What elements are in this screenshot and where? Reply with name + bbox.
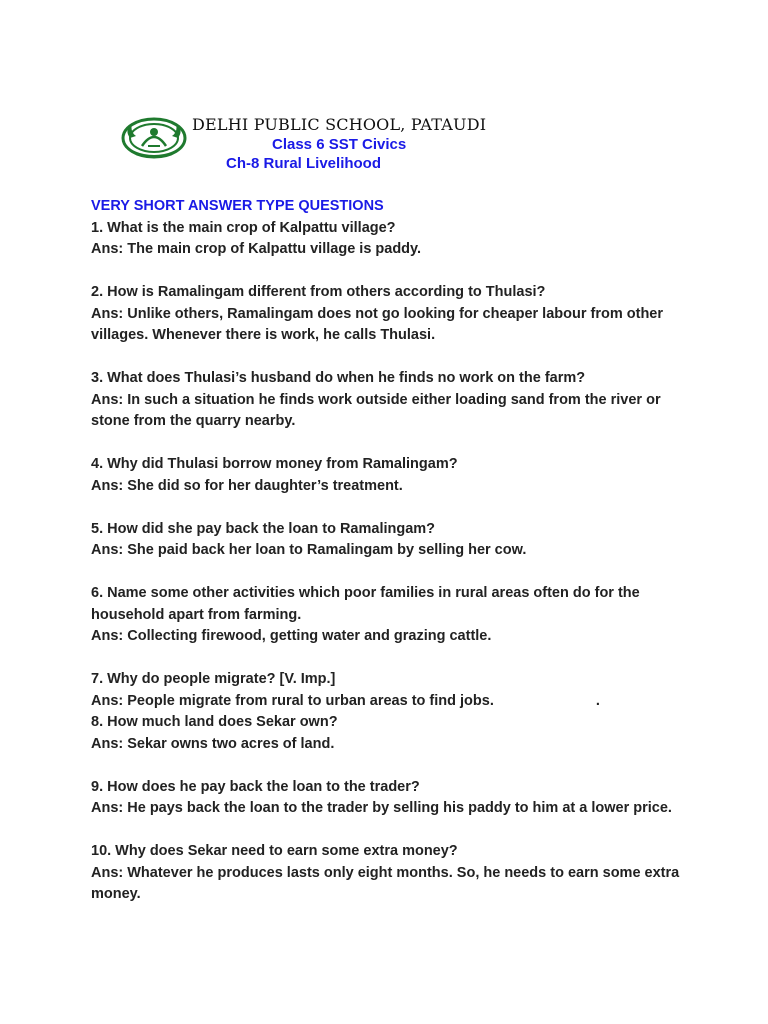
- trailing-dot: .: [595, 692, 600, 709]
- question-block-7: [91, 669, 691, 712]
- answer-text: Ans: Unlike others, Ramalingam does not go looking for cheaper labour from other villages. Whenever there is work, he calls Thulasi.: [91, 305, 664, 343]
- question-text: 7. Why do people migrate? [V. Imp.]: [91, 671, 336, 687]
- answer-text: Ans: Sekar owns two acres of land.: [91, 735, 335, 752]
- answer-text: Ans: She paid back her loan to Ramalingam by selling her cow.: [91, 542, 527, 558]
- class-subject-title: Class 6 SST Civics: [272, 136, 407, 153]
- question-text: 4. Why did Thulasi borrow money from Ramalingam?: [91, 456, 458, 472]
- question-text: 3. What does Thulasi’s husband do when he finds no work on the farm?: [91, 370, 586, 386]
- school-name: DELHI PUBLIC SCHOOL, PATAUDI: [192, 115, 487, 134]
- question-text: 2. How is Ramalingam different from others according to Thulasi?: [91, 284, 546, 300]
- question-text: 10. Why does Sekar need to earn some extra money?: [91, 843, 458, 859]
- question-block-5: [91, 519, 691, 562]
- question-block-10: [91, 841, 691, 906]
- question-text: 8. How much land does Sekar own?: [91, 714, 338, 730]
- question-block-2: [91, 282, 691, 347]
- question-block-9: [91, 777, 691, 820]
- answer-text: Ans: She did so for her daughter’s treatment.: [91, 477, 403, 494]
- answer-text-content: Ans: People migrate from rural to urban areas to find jobs.: [91, 692, 494, 709]
- question-block-1: [91, 218, 691, 261]
- answer-text: Ans: In such a situation he finds work outside either loading sand from the river or stone from the quarry nearby.: [91, 391, 661, 429]
- question-text: 1. What is the main crop of Kalpattu village?: [91, 219, 396, 236]
- question-text: 5. How did she pay back the loan to Ramalingam?: [91, 520, 436, 537]
- question-block-4: [91, 454, 691, 497]
- answer-text: Ans: Collecting firewood, getting water and grazing cattle.: [91, 628, 492, 644]
- question-text: 6. Name some other activities which poor families in rural areas often do for the household apart from farming.: [91, 585, 640, 623]
- question-block-6: [91, 583, 691, 648]
- answer-text: Ans: The main crop of Kalpattu village is paddy.: [91, 241, 422, 257]
- answer-text: Ans: He pays back the loan to the trader by selling his paddy to him at a lower price.: [91, 800, 672, 816]
- worksheet-body: [91, 196, 691, 906]
- answer-text: [91, 691, 691, 713]
- question-block-8: [91, 712, 691, 755]
- school-emblem-icon: [120, 116, 188, 160]
- question-text: 9. How does he pay back the loan to the trader?: [91, 778, 420, 795]
- chapter-title: Ch-8 Rural Livelihood: [226, 155, 382, 172]
- question-block-3: [91, 368, 691, 433]
- answer-text: Ans: Whatever he produces lasts only eight months. So, he needs to earn some extra money.: [91, 864, 680, 902]
- section-heading: VERY SHORT ANSWER TYPE QUESTIONS: [91, 198, 384, 214]
